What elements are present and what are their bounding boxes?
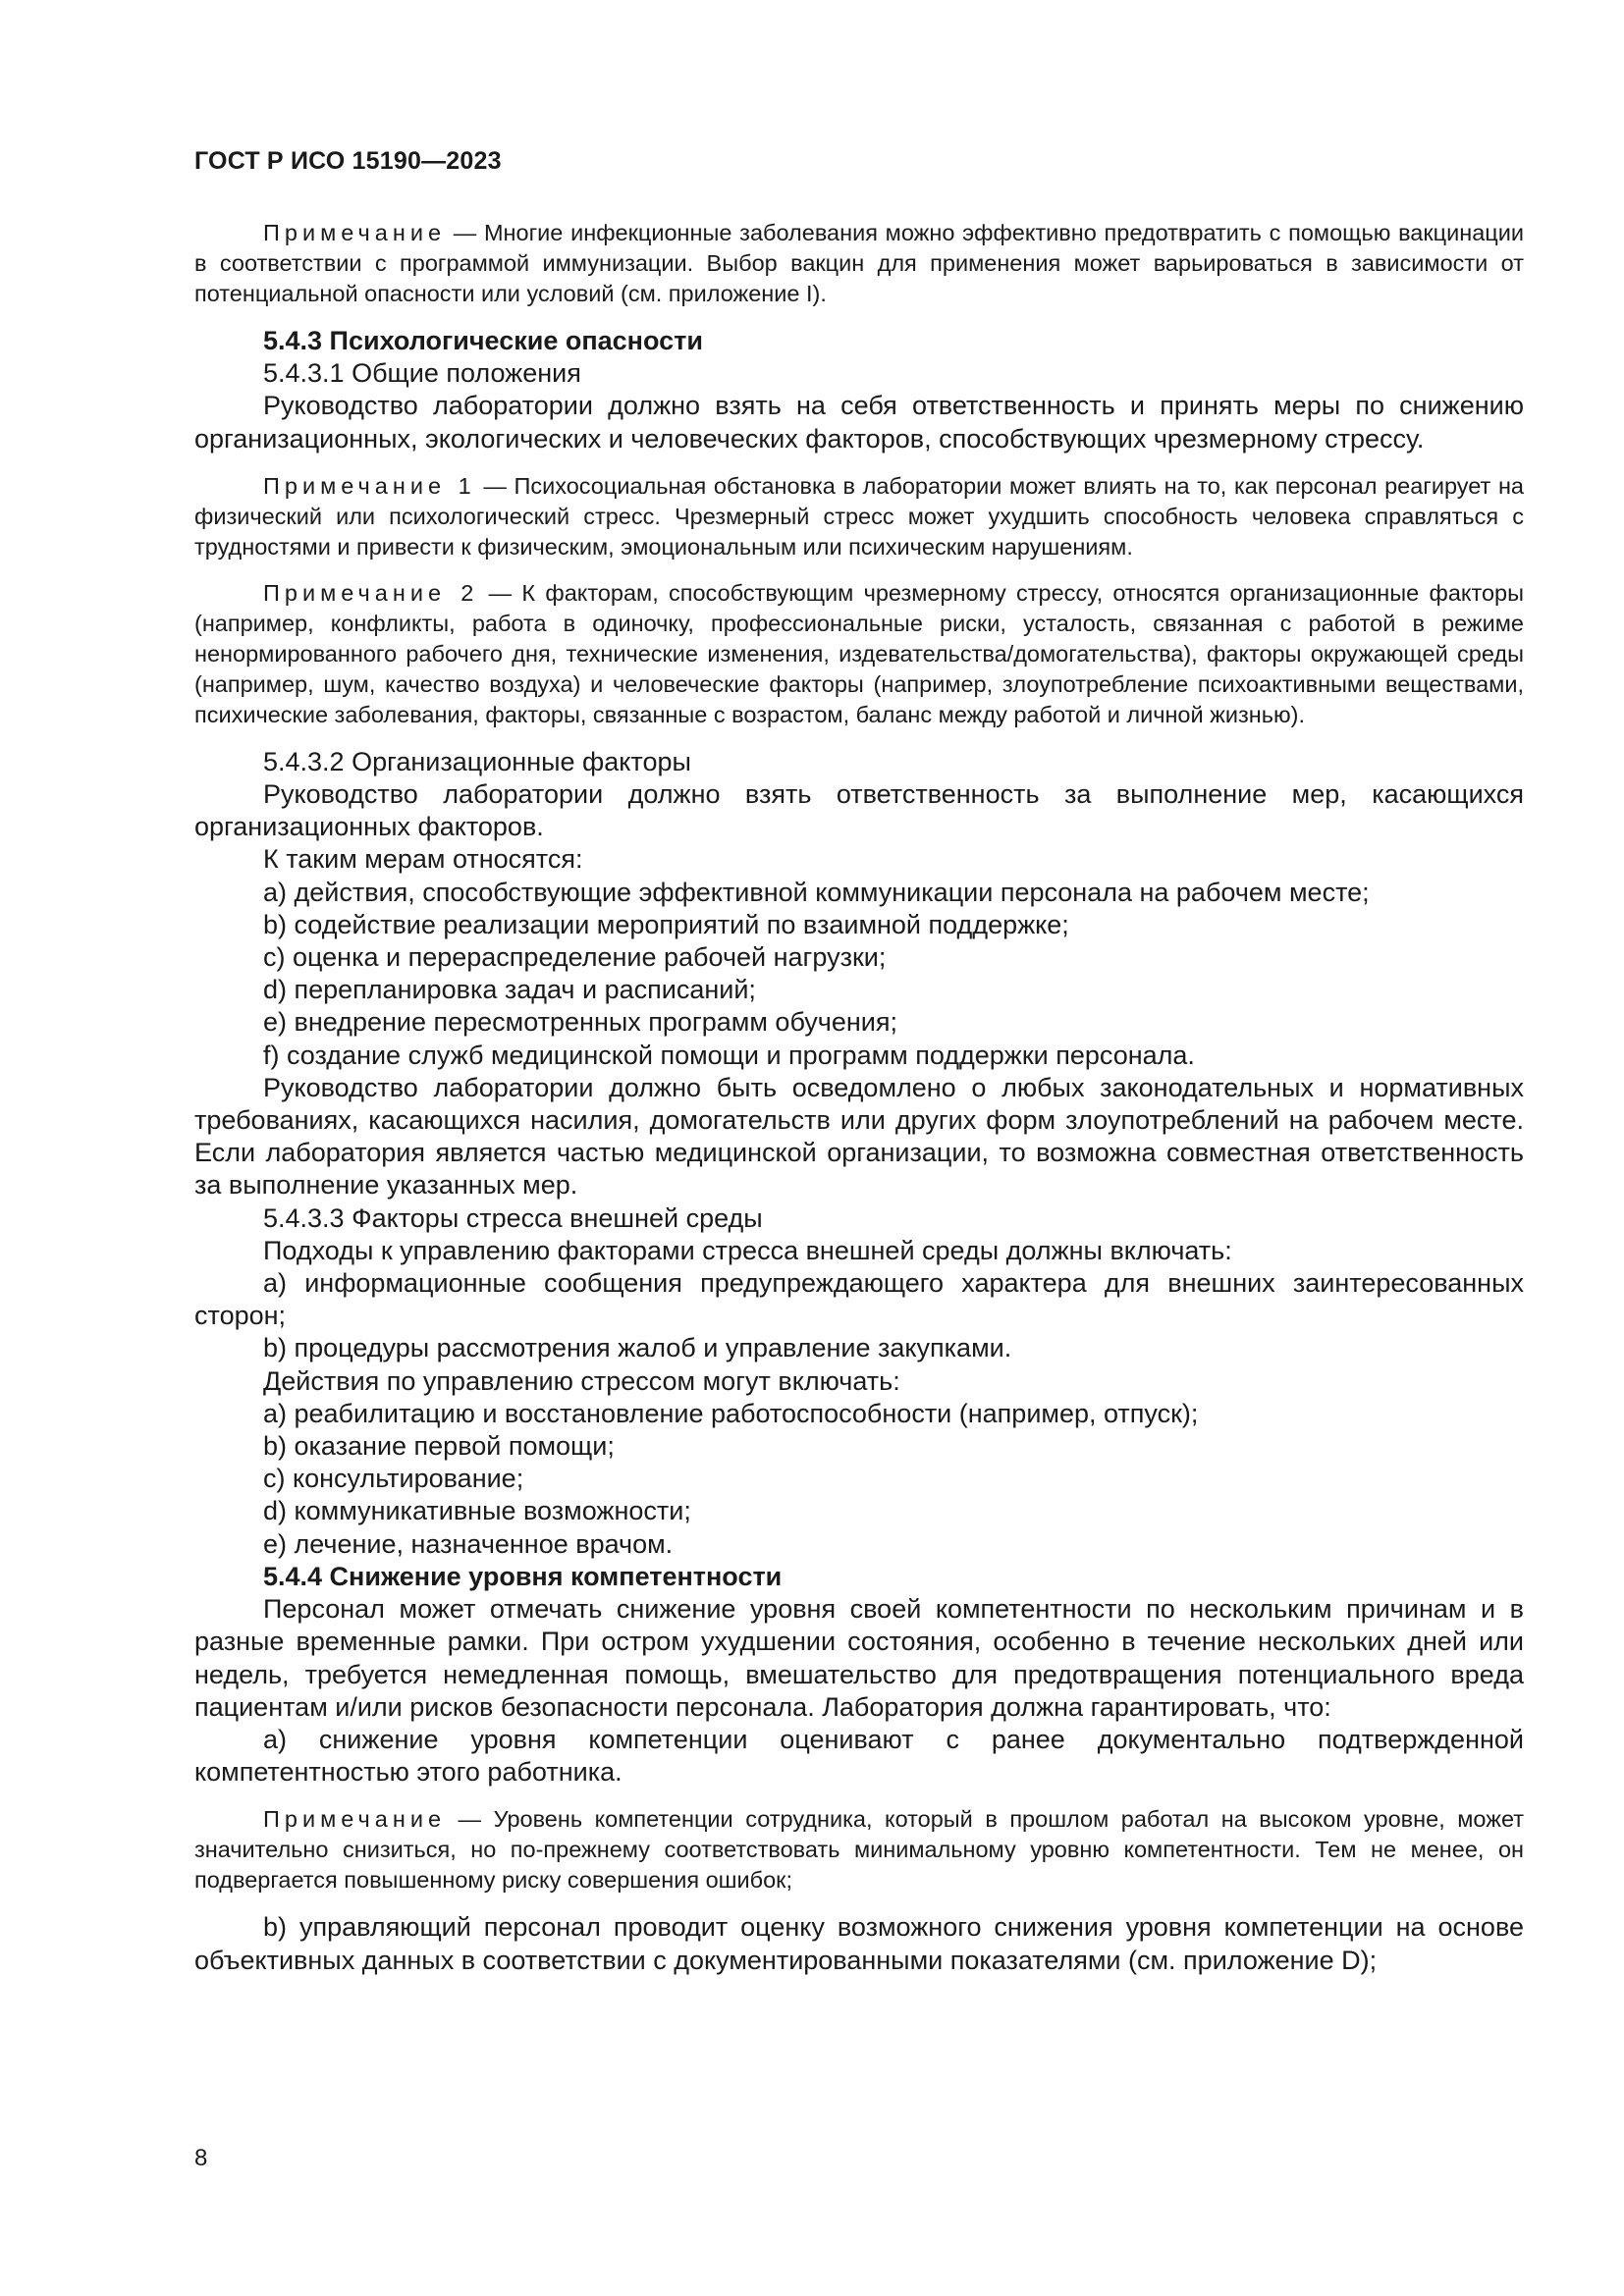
list-item: b) управляющий персонал проводит оценку возможного снижения уровня компетенции на основе объективных данных в соответствии с документированными показателями (см. приложение D); (194, 1912, 1524, 1975)
document-body (194, 218, 1524, 1977)
list-item: a) информационные сообщения предупреждающего характера для внешних заинтересованных сторон; (194, 1268, 1524, 1331)
note-label: Примечание (263, 220, 447, 245)
note-1: Примечание 1 — Психосоциальная обстановка в лаборатории может влиять на то, как персонал реагирует на физический или психологический стресс. Чрезмерный стресс может ухудшить способность человека справляться с трудностями и привести к физическим, эмоциональным или психическим нарушениям. (194, 472, 1524, 560)
subsection-heading: 5.4.3.3 Факторы стресса внешней среды (263, 1202, 763, 1233)
section-heading-5-4-4: 5.4.4 Снижение уровня компетентности (263, 1561, 783, 1591)
paragraph: Руководство лаборатории должно взять на себя ответственность и принять меры по снижению организационных, экологических и человеческих факторов, способствующих чрезмерному стрессу. (194, 391, 1524, 454)
list-item: a) реабилитацию и восстановление работоспособности (например, отпуск); (263, 1398, 1199, 1428)
list-item: d) коммуникативные возможности; (263, 1496, 691, 1526)
list-item: b) оказание первой помощи; (263, 1431, 615, 1462)
subsection-heading: 5.4.3.1 Общие положения (263, 358, 581, 389)
list-item: e) внедрение пересмотренных программ обучения; (263, 1007, 898, 1038)
note-label: Примечание (263, 1806, 447, 1833)
note-label: Примечание 1 (263, 472, 476, 499)
list-item: b) содействие реализации мероприятий по взаимной поддержке; (263, 909, 1069, 939)
paragraph: Руководство лаборатории должно быть осведомлено о любых законодательных и нормативных требованиях, касающихся насилия, домогательств или других форм злоупотреблений на рабочем месте. Если лаборатория является частью медицинской организации, то возможна совместная ответственность за выполнение указанных мер. (194, 1072, 1524, 1201)
note-label: Примечание 2 (263, 579, 479, 606)
paragraph: Персонал может отмечать снижение уровня своей компетентности по нескольким причинам и в разные временные рамки. При остром ухудшении состояния, особенно в течение нескольких дней или недель, требуется немедленная помощь, вмешательство для предотвращения потенциального вреда пациентам и/или рисков безопасности персонала. Лаборатория должна гарантировать, что: (194, 1594, 1524, 1722)
list-item: a) действия, способствующие эффективной коммуникации персонала на рабочем месте; (263, 877, 1370, 907)
list-item: d) перепланировка задач и расписаний; (263, 975, 756, 1005)
list-item: c) оценка и перераспределение рабочей нагрузки; (263, 942, 887, 973)
note-competence: Примечание — Уровень компетенции сотрудника, который в прошлом работал на высоком уровне, может значительно снизиться, но по-прежнему соответствовать минимальному уровню компетентности. Тем не менее, он подвергается повышенному риску совершения ошибок; (194, 1806, 1524, 1894)
paragraph: Действия по управлению стрессом могут включать: (263, 1365, 900, 1396)
paragraph: К таким мерам относятся: (263, 844, 583, 875)
paragraph: Подходы к управлению факторами стресса внешней среды должны включать: (263, 1235, 1232, 1265)
note-2: Примечание 2 — К факторам, способствующим чрезмерному стрессу, относятся организационные факторы (например, конфликты, работа в одиночку, профессиональные риски, усталость, связанная с работой в режиме ненормированного рабочего дня, технические изменения, издевательства/домогательства), факторы окружающей среды (например, шум, качество воздуха) и человеческие факторы (например, злоупотребление психоактивными веществами, психические заболевания, факторы, связанные с возрастом, баланс между работой и личной жизнью). (194, 579, 1524, 727)
list-item: a) снижение уровня компетенции оценивают с ранее документально подтвержденной компетентностью этого работника. (194, 1724, 1524, 1788)
list-item: e) лечение, назначенное врачом. (263, 1528, 674, 1559)
list-item: f) создание служб медицинской помощи и программ поддержки персонала. (263, 1040, 1195, 1070)
note-vaccination: Примечание — Многие инфекционные заболевания можно эффективно предотвратить с помощью вакцинации в соответствии с программой иммунизации. Выбор вакцин для применения может варьироваться в зависимости от потенциальной опасности или условий (см. приложение I). (194, 220, 1524, 306)
paragraph: Руководство лаборатории должно взять ответственность за выполнение мер, касающихся организационных факторов. (194, 779, 1524, 842)
subsection-heading: 5.4.3.2 Организационные факторы (263, 746, 691, 776)
section-heading-5-4-3: 5.4.3 Психологические опасности (263, 326, 703, 355)
list-item: b) процедуры рассмотрения жалоб и управление закупками. (263, 1333, 1012, 1363)
page-number: 8 (194, 2145, 208, 2171)
document-header: ГОСТ Р ИСО 15190—2023 (194, 147, 502, 175)
list-item: c) консультирование; (263, 1464, 524, 1494)
